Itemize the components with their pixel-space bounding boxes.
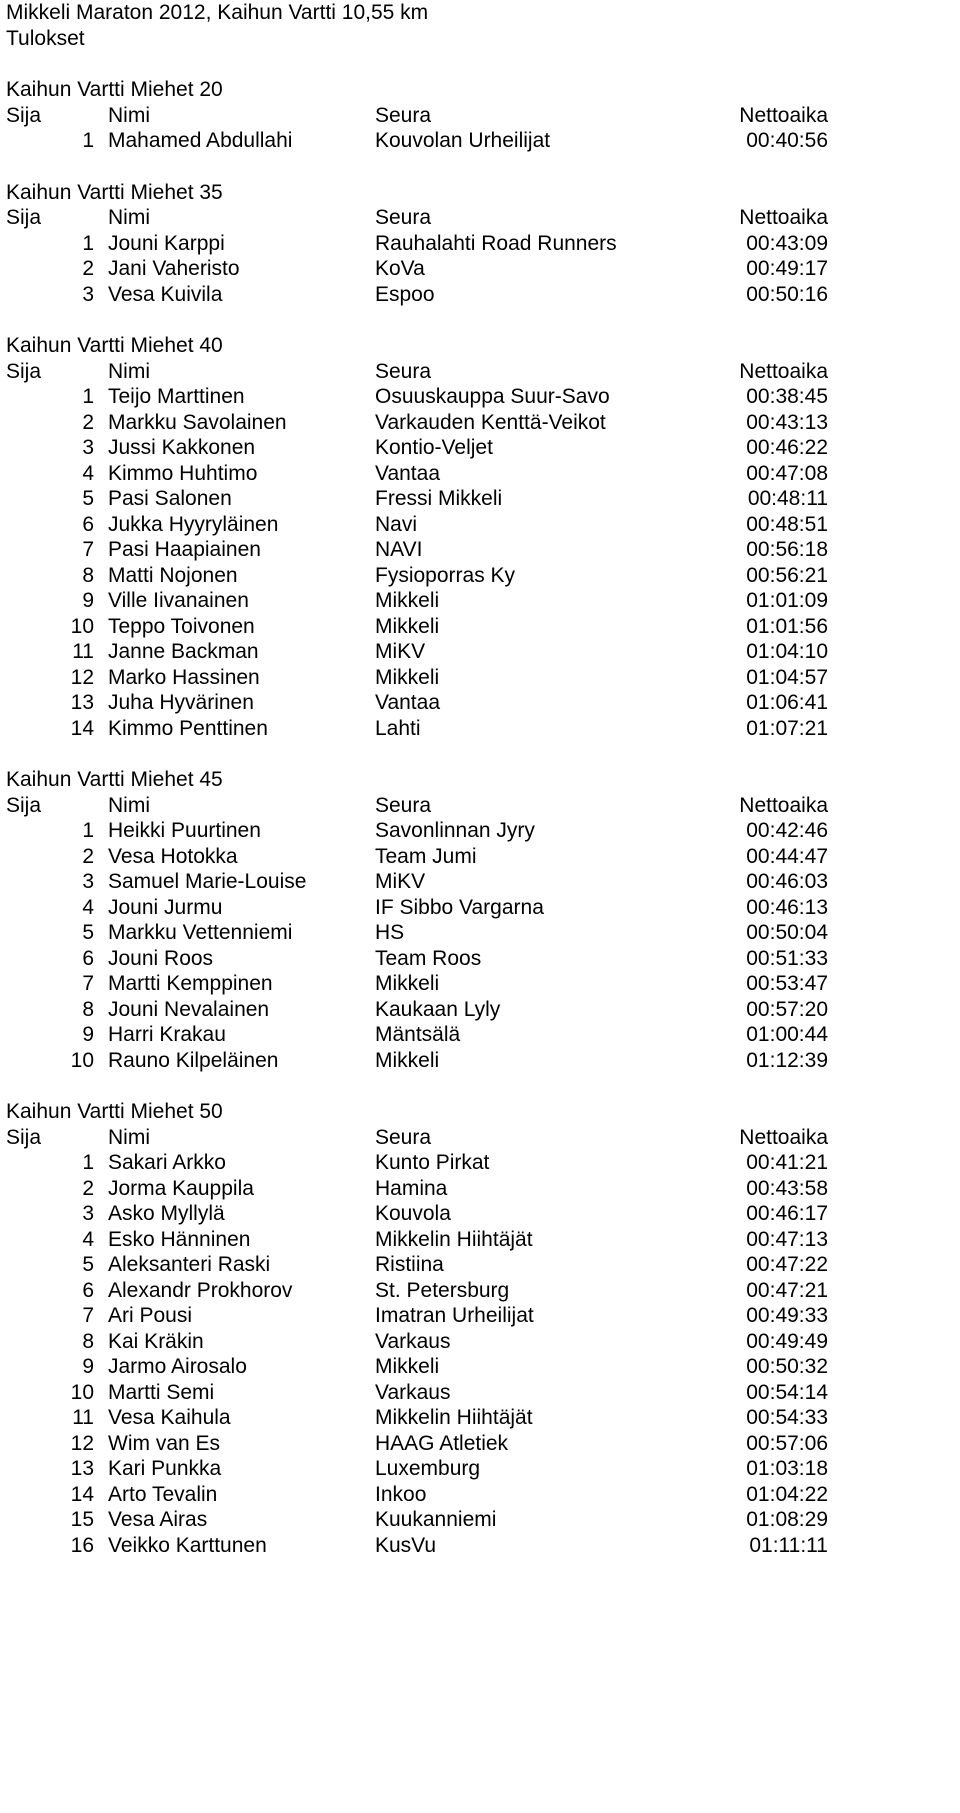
column-header-rank: Sija bbox=[6, 103, 42, 127]
column-header-row bbox=[0, 793, 960, 819]
time-cell: 00:56:21 bbox=[746, 563, 828, 587]
rank-cell: 6 bbox=[82, 512, 94, 536]
club-cell: Navi bbox=[375, 512, 418, 536]
club-cell: Imatran Urheilijat bbox=[375, 1304, 534, 1327]
time-cell: 00:38:45 bbox=[746, 385, 828, 408]
rank-cell: 12 bbox=[70, 665, 94, 689]
time-cell: 00:51:33 bbox=[746, 946, 828, 970]
result-row bbox=[0, 1303, 960, 1329]
time-cell: 00:41:21 bbox=[746, 1151, 828, 1174]
result-row bbox=[0, 1533, 960, 1559]
name-cell: Veikko Karttunen bbox=[108, 1533, 267, 1557]
result-row bbox=[0, 920, 960, 946]
result-row bbox=[0, 1252, 960, 1278]
result-row bbox=[0, 1201, 960, 1227]
club-cell: IF Sibbo Vargarna bbox=[375, 895, 544, 919]
name-cell: Alexandr Prokhorov bbox=[108, 1278, 293, 1302]
result-row bbox=[0, 946, 960, 972]
club-cell: Hamina bbox=[375, 1176, 448, 1200]
time-cell: 00:57:20 bbox=[746, 997, 828, 1021]
result-row bbox=[0, 256, 960, 282]
section-spacer bbox=[0, 307, 960, 333]
result-row bbox=[0, 1380, 960, 1406]
column-header-time: Nettoaika bbox=[739, 359, 828, 383]
rank-cell: 9 bbox=[82, 1355, 94, 1378]
result-row bbox=[0, 665, 960, 691]
name-cell: Marko Hassinen bbox=[108, 665, 260, 689]
name-cell: Jouni Nevalainen bbox=[108, 997, 270, 1021]
column-header-club: Seura bbox=[375, 1125, 432, 1149]
rank-cell: 6 bbox=[82, 1278, 94, 1302]
time-cell: 00:50:32 bbox=[746, 1355, 828, 1378]
rank-cell: 3 bbox=[82, 282, 94, 306]
rank-cell: 6 bbox=[82, 946, 94, 970]
column-header-name: Nimi bbox=[108, 1125, 150, 1149]
rank-cell: 13 bbox=[70, 1457, 94, 1480]
name-cell: Martti Semi bbox=[108, 1380, 215, 1404]
name-cell: Jarmo Airosalo bbox=[108, 1355, 247, 1378]
time-cell: 00:43:58 bbox=[746, 1176, 828, 1200]
time-cell: 01:04:22 bbox=[746, 1482, 828, 1506]
name-cell: Sakari Arkko bbox=[108, 1151, 226, 1174]
result-row bbox=[0, 716, 960, 742]
club-cell: Vantaa bbox=[375, 461, 440, 485]
result-row bbox=[0, 486, 960, 512]
club-cell: Varkaus bbox=[375, 1380, 451, 1404]
results-sections bbox=[0, 51, 960, 1558]
result-row bbox=[0, 231, 960, 257]
club-cell: Espoo bbox=[375, 282, 435, 306]
rank-cell: 3 bbox=[82, 1202, 94, 1225]
column-header-club: Seura bbox=[375, 793, 432, 817]
result-row bbox=[0, 1405, 960, 1431]
club-cell: Kontio-Veljet bbox=[375, 436, 493, 459]
rank-cell: 5 bbox=[82, 1253, 94, 1276]
time-cell: 00:50:04 bbox=[746, 921, 828, 944]
column-header-row bbox=[0, 103, 960, 129]
time-cell: 01:04:10 bbox=[746, 640, 828, 663]
club-cell: Osuuskauppa Suur-Savo bbox=[375, 385, 610, 408]
club-cell: Lahti bbox=[375, 716, 421, 740]
name-cell: Vesa Airas bbox=[108, 1508, 208, 1531]
name-cell: Asko Myllylä bbox=[108, 1202, 225, 1225]
rank-cell: 5 bbox=[82, 921, 94, 944]
column-header-row bbox=[0, 359, 960, 385]
rank-cell: 2 bbox=[82, 410, 94, 434]
club-cell: Mikkeli bbox=[375, 614, 440, 638]
time-cell: 00:49:17 bbox=[746, 257, 828, 280]
results-section bbox=[0, 77, 960, 154]
club-cell: NAVI bbox=[375, 538, 423, 561]
club-cell: Kouvolan Urheilijat bbox=[375, 129, 551, 152]
club-cell: Fressi Mikkeli bbox=[375, 487, 503, 510]
club-cell: Vantaa bbox=[375, 691, 440, 714]
rank-cell: 13 bbox=[70, 691, 94, 714]
time-cell: 00:54:14 bbox=[746, 1380, 828, 1404]
name-cell: Matti Nojonen bbox=[108, 563, 238, 587]
club-cell: Mäntsälä bbox=[375, 1023, 461, 1046]
club-cell: Inkoo bbox=[375, 1482, 427, 1506]
section-spacer bbox=[0, 51, 960, 77]
rank-cell: 4 bbox=[82, 1227, 94, 1251]
result-row bbox=[0, 128, 960, 154]
club-cell: Varkauden Kenttä-Veikot bbox=[375, 410, 606, 434]
result-row bbox=[0, 1227, 960, 1253]
name-cell: Wim van Es bbox=[108, 1431, 221, 1455]
time-cell: 01:07:21 bbox=[746, 716, 828, 740]
name-cell: Jani Vaheristo bbox=[108, 257, 240, 280]
column-header-time: Nettoaika bbox=[739, 1125, 828, 1149]
rank-cell: 8 bbox=[82, 563, 94, 587]
result-row bbox=[0, 818, 960, 844]
name-cell: Arto Tevalin bbox=[108, 1482, 218, 1506]
name-cell: Jouni Roos bbox=[108, 946, 214, 970]
club-cell: Fysioporras Ky bbox=[375, 563, 516, 587]
club-cell: MiKV bbox=[375, 870, 426, 893]
rank-cell: 9 bbox=[82, 589, 94, 612]
time-cell: 00:47:21 bbox=[746, 1278, 828, 1302]
document-subtitle: Tulokset bbox=[6, 26, 85, 50]
rank-cell: 3 bbox=[82, 870, 94, 893]
time-cell: 00:40:56 bbox=[746, 129, 828, 152]
result-row bbox=[0, 971, 960, 997]
club-cell: Mikkeli bbox=[375, 1048, 440, 1072]
name-cell: Martti Kemppinen bbox=[108, 972, 273, 995]
club-cell: Mikkeli bbox=[375, 665, 440, 689]
column-header-rank: Sija bbox=[6, 359, 42, 383]
name-cell: Teppo Toivonen bbox=[108, 614, 255, 638]
results-section bbox=[0, 333, 960, 741]
club-cell: Rauhalahti Road Runners bbox=[375, 231, 617, 255]
result-row bbox=[0, 384, 960, 410]
column-header-rank: Sija bbox=[6, 1125, 42, 1149]
name-cell: Vesa Kaihula bbox=[108, 1406, 231, 1429]
club-cell: Mikkelin Hiihtäjät bbox=[375, 1227, 533, 1251]
result-row bbox=[0, 537, 960, 563]
rank-cell: 1 bbox=[82, 385, 94, 408]
time-cell: 00:47:13 bbox=[746, 1227, 828, 1251]
club-cell: Varkaus bbox=[375, 1329, 451, 1353]
result-row bbox=[0, 639, 960, 665]
name-cell: Vesa Hotokka bbox=[108, 844, 238, 868]
results-section bbox=[0, 1099, 960, 1558]
result-row bbox=[0, 997, 960, 1023]
club-cell: Mikkelin Hiihtäjät bbox=[375, 1406, 533, 1429]
result-row bbox=[0, 1431, 960, 1457]
rank-cell: 10 bbox=[70, 1048, 94, 1072]
section-spacer bbox=[0, 741, 960, 767]
name-cell: Mahamed Abdullahi bbox=[108, 129, 293, 152]
time-cell: 00:46:03 bbox=[746, 870, 828, 893]
time-cell: 00:50:16 bbox=[746, 282, 828, 306]
section-heading: Kaihun Vartti Miehet 20 bbox=[6, 78, 223, 101]
club-cell: Mikkeli bbox=[375, 589, 440, 612]
rank-cell: 2 bbox=[82, 1176, 94, 1200]
result-row bbox=[0, 1278, 960, 1304]
result-row bbox=[0, 1507, 960, 1533]
rank-cell: 8 bbox=[82, 997, 94, 1021]
name-cell: Jukka Hyyryläinen bbox=[108, 512, 279, 536]
name-cell: Jorma Kauppila bbox=[108, 1176, 254, 1200]
result-row bbox=[0, 1176, 960, 1202]
club-cell: St. Petersburg bbox=[375, 1278, 510, 1302]
time-cell: 00:42:46 bbox=[746, 819, 828, 842]
club-cell: HS bbox=[375, 921, 405, 944]
rank-cell: 2 bbox=[82, 844, 94, 868]
rank-cell: 11 bbox=[72, 640, 94, 663]
result-row bbox=[0, 588, 960, 614]
time-cell: 00:46:17 bbox=[746, 1202, 828, 1225]
time-cell: 00:53:47 bbox=[746, 972, 828, 995]
name-cell: Vesa Kuivila bbox=[108, 282, 223, 306]
club-cell: Mikkeli bbox=[375, 1355, 440, 1378]
name-cell: Harri Krakau bbox=[108, 1023, 226, 1046]
rank-cell: 2 bbox=[82, 257, 94, 280]
club-cell: Kuukanniemi bbox=[375, 1508, 497, 1531]
results-section bbox=[0, 767, 960, 1073]
result-row bbox=[0, 1456, 960, 1482]
club-cell: Savonlinnan Jyry bbox=[375, 819, 535, 842]
name-cell: Samuel Marie-Louise bbox=[108, 870, 307, 893]
column-header-club: Seura bbox=[375, 103, 432, 127]
time-cell: 00:54:33 bbox=[746, 1406, 828, 1429]
name-cell: Kimmo Huhtimo bbox=[108, 461, 258, 485]
rank-cell: 1 bbox=[82, 231, 94, 255]
name-cell: Kimmo Penttinen bbox=[108, 716, 268, 740]
name-cell: Pasi Haapiainen bbox=[108, 538, 261, 561]
club-cell: Luxemburg bbox=[375, 1457, 481, 1480]
time-cell: 00:49:49 bbox=[746, 1329, 828, 1353]
time-cell: 00:46:22 bbox=[746, 436, 828, 459]
rank-cell: 4 bbox=[82, 895, 94, 919]
result-row bbox=[0, 1329, 960, 1355]
section-heading: Kaihun Vartti Miehet 50 bbox=[6, 1100, 223, 1123]
result-row bbox=[0, 869, 960, 895]
rank-cell: 3 bbox=[82, 436, 94, 459]
name-cell: Kai Kräkin bbox=[108, 1329, 204, 1353]
result-row bbox=[0, 1354, 960, 1380]
name-cell: Juha Hyvärinen bbox=[108, 691, 254, 714]
rank-cell: 15 bbox=[70, 1508, 94, 1531]
time-cell: 00:44:47 bbox=[746, 844, 828, 868]
column-header-club: Seura bbox=[375, 359, 432, 383]
rank-cell: 12 bbox=[70, 1431, 94, 1455]
rank-cell: 8 bbox=[82, 1329, 94, 1353]
name-cell: Janne Backman bbox=[108, 640, 259, 663]
time-cell: 01:12:39 bbox=[746, 1048, 828, 1072]
column-header-name: Nimi bbox=[108, 359, 150, 383]
rank-cell: 7 bbox=[82, 1304, 94, 1327]
result-row bbox=[0, 435, 960, 461]
time-cell: 00:43:13 bbox=[746, 410, 828, 434]
name-cell: Jouni Karppi bbox=[108, 231, 225, 255]
result-row bbox=[0, 1150, 960, 1176]
name-cell: Esko Hänninen bbox=[108, 1227, 251, 1251]
club-cell: Kaukaan Lyly bbox=[375, 997, 501, 1021]
rank-cell: 14 bbox=[70, 716, 94, 740]
name-cell: Ari Pousi bbox=[108, 1304, 193, 1327]
rank-cell: 5 bbox=[82, 487, 94, 510]
club-cell: Team Roos bbox=[375, 946, 482, 970]
club-cell: Mikkeli bbox=[375, 972, 440, 995]
rank-cell: 1 bbox=[82, 819, 94, 842]
result-row bbox=[0, 410, 960, 436]
rank-cell: 1 bbox=[82, 129, 94, 152]
rank-cell: 10 bbox=[70, 614, 94, 638]
time-cell: 00:43:09 bbox=[746, 231, 828, 255]
column-header-time: Nettoaika bbox=[739, 793, 828, 817]
section-heading: Kaihun Vartti Miehet 45 bbox=[6, 768, 223, 791]
result-row bbox=[0, 461, 960, 487]
name-cell: Jussi Kakkonen bbox=[108, 436, 256, 459]
result-row bbox=[0, 512, 960, 538]
column-header-rank: Sija bbox=[6, 793, 42, 817]
time-cell: 01:06:41 bbox=[746, 691, 828, 714]
column-header-name: Nimi bbox=[108, 206, 150, 229]
rank-cell: 9 bbox=[82, 1023, 94, 1046]
club-cell: MiKV bbox=[375, 640, 426, 663]
time-cell: 01:01:09 bbox=[746, 589, 828, 612]
club-cell: Team Jumi bbox=[375, 844, 477, 868]
time-cell: 00:48:51 bbox=[746, 512, 828, 536]
time-cell: 00:48:11 bbox=[747, 487, 828, 510]
section-spacer bbox=[0, 1073, 960, 1099]
name-cell: Markku Vettenniemi bbox=[108, 921, 293, 944]
column-header-name: Nimi bbox=[108, 793, 150, 817]
club-cell: Kunto Pirkat bbox=[375, 1151, 490, 1174]
result-row bbox=[0, 563, 960, 589]
result-row bbox=[0, 1482, 960, 1508]
section-spacer bbox=[0, 154, 960, 180]
result-row bbox=[0, 690, 960, 716]
name-cell: Kari Punkka bbox=[108, 1457, 222, 1480]
time-cell: 00:46:13 bbox=[746, 895, 828, 919]
rank-cell: 1 bbox=[82, 1151, 94, 1174]
result-row bbox=[0, 614, 960, 640]
time-cell: 00:49:33 bbox=[746, 1304, 828, 1327]
result-row bbox=[0, 282, 960, 308]
results-section bbox=[0, 180, 960, 308]
rank-cell: 10 bbox=[70, 1380, 94, 1404]
time-cell: 01:04:57 bbox=[746, 665, 828, 689]
section-heading: Kaihun Vartti Miehet 40 bbox=[6, 334, 223, 357]
rank-cell: 11 bbox=[72, 1406, 94, 1429]
rank-cell: 16 bbox=[70, 1533, 94, 1557]
rank-cell: 7 bbox=[82, 972, 94, 995]
time-cell: 00:57:06 bbox=[746, 1431, 828, 1455]
time-cell: 01:11:11 bbox=[749, 1533, 828, 1557]
time-cell: 01:08:29 bbox=[746, 1508, 828, 1531]
column-header-time: Nettoaika bbox=[739, 206, 828, 229]
result-row bbox=[0, 895, 960, 921]
time-cell: 01:03:18 bbox=[746, 1457, 828, 1480]
name-cell: Rauno Kilpeläinen bbox=[108, 1048, 279, 1072]
column-header-name: Nimi bbox=[108, 103, 150, 127]
rank-cell: 7 bbox=[82, 538, 94, 561]
rank-cell: 4 bbox=[82, 461, 94, 485]
club-cell: Kouvola bbox=[375, 1202, 451, 1225]
column-header-row bbox=[0, 1125, 960, 1151]
name-cell: Teijo Marttinen bbox=[108, 385, 245, 408]
name-cell: Pasi Salonen bbox=[108, 487, 232, 510]
result-row bbox=[0, 844, 960, 870]
result-row bbox=[0, 1048, 960, 1074]
time-cell: 01:01:56 bbox=[746, 614, 828, 638]
rank-cell: 14 bbox=[70, 1482, 94, 1506]
name-cell: Ville Iivanainen bbox=[108, 589, 249, 612]
column-header-time: Nettoaika bbox=[739, 103, 828, 127]
name-cell: Heikki Puurtinen bbox=[108, 819, 261, 842]
club-cell: KusVu bbox=[375, 1533, 437, 1557]
column-header-rank: Sija bbox=[6, 206, 42, 229]
club-cell: KoVa bbox=[375, 257, 425, 280]
result-row bbox=[0, 1022, 960, 1048]
name-cell: Jouni Jurmu bbox=[108, 895, 223, 919]
document-title: Mikkeli Maraton 2012, Kaihun Vartti 10,55 km bbox=[6, 1, 429, 24]
time-cell: 00:56:18 bbox=[746, 538, 828, 561]
club-cell: Ristiina bbox=[375, 1253, 444, 1276]
name-cell: Aleksanteri Raski bbox=[108, 1253, 271, 1276]
time-cell: 00:47:08 bbox=[746, 461, 828, 485]
column-header-club: Seura bbox=[375, 206, 432, 229]
name-cell: Markku Savolainen bbox=[108, 410, 287, 434]
column-header-row bbox=[0, 205, 960, 231]
time-cell: 00:47:22 bbox=[746, 1253, 828, 1276]
club-cell: HAAG Atletiek bbox=[375, 1431, 509, 1455]
time-cell: 01:00:44 bbox=[746, 1023, 828, 1046]
section-heading: Kaihun Vartti Miehet 35 bbox=[6, 180, 223, 204]
